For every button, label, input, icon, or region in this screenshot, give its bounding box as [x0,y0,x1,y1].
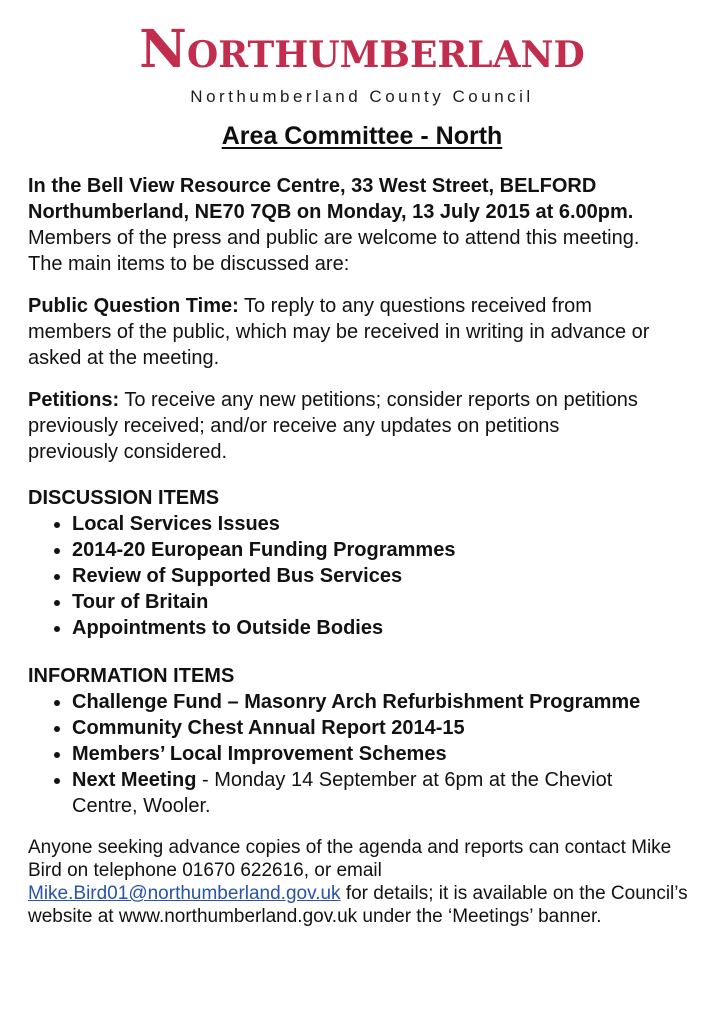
list-item: • Members’ Local Improvement Schemes [72,741,696,767]
list-item: • Community Chest Annual Report 2014-15 [72,715,696,741]
list-item: • Review of Supported Bus Services [72,563,696,589]
list-item: • 2014-20 European Funding Programmes [72,537,696,563]
paragraph-line [28,387,696,413]
list-item: • Challenge Fund – Masonry Arch Refurbishment Programme [72,689,696,715]
paragraph-line: members of the public, which may be received in writing in advance or [28,321,650,343]
email-link[interactable]: Mike.Bird01@northumberland.gov.uk [28,883,341,904]
contact-info-paragraph [28,836,696,928]
paragraph-lead: Public Question Time: [28,295,239,317]
paragraph-line: previously received; and/or receive any updates on petitions [28,415,560,437]
list-item-next-meeting [72,767,696,819]
page-title: Area Committee - North [221,122,503,150]
paragraph-lead: Petitions: [28,389,120,411]
intro-text-line: The main items to be discussed are: [28,253,350,275]
council-logo: Northumberland [139,19,585,80]
intro-text-line: Members of the press and public are welcome to attend this meeting. [28,227,640,249]
next-meeting-wrap-line: Centre, Wooler. [72,795,211,817]
contact-line: website at www.northumberland.gov.uk under the ‘Meetings’ banner. [28,906,602,927]
contact-line: Anyone seeking advance copies of the agenda and reports can contact Mike [28,837,672,858]
contact-line [28,882,696,905]
list-item: • Local Services Issues [72,511,696,537]
next-meeting-text: - Monday 14 September at 6pm at the Cheviot [196,769,613,791]
meeting-venue-line: In the Bell View Resource Centre, 33 West Street, BELFORD [28,175,597,197]
council-name: Northumberland County Council [190,87,534,106]
meeting-datetime-line: Northumberland, NE70 7QB on Monday, 13 July 2015 at 6.00pm. [28,201,634,223]
paragraph-line [28,293,696,319]
list-item: • Tour of Britain [72,589,696,615]
next-meeting-lead: Next Meeting [72,769,197,791]
information-items-heading: INFORMATION ITEMS [28,665,235,687]
meeting-details-paragraph [28,173,696,277]
list-item: • Appointments to Outside Bodies [72,615,696,641]
information-items-list [28,689,696,819]
contact-text: for details; it is available on the Council’s [340,883,688,904]
contact-line: Bird on telephone 01670 622616, or email [28,860,382,881]
public-question-time-paragraph [28,293,696,371]
paragraph-text: To reply to any questions received from [238,295,592,317]
petitions-paragraph [28,387,696,465]
paragraph-line: previously considered. [28,441,227,463]
discussion-items-list [28,511,696,641]
paragraph-line: asked at the meeting. [28,347,220,369]
paragraph-text: To receive any new petitions; consider reports on petitions [119,389,638,411]
discussion-items-heading: DISCUSSION ITEMS [28,487,220,509]
